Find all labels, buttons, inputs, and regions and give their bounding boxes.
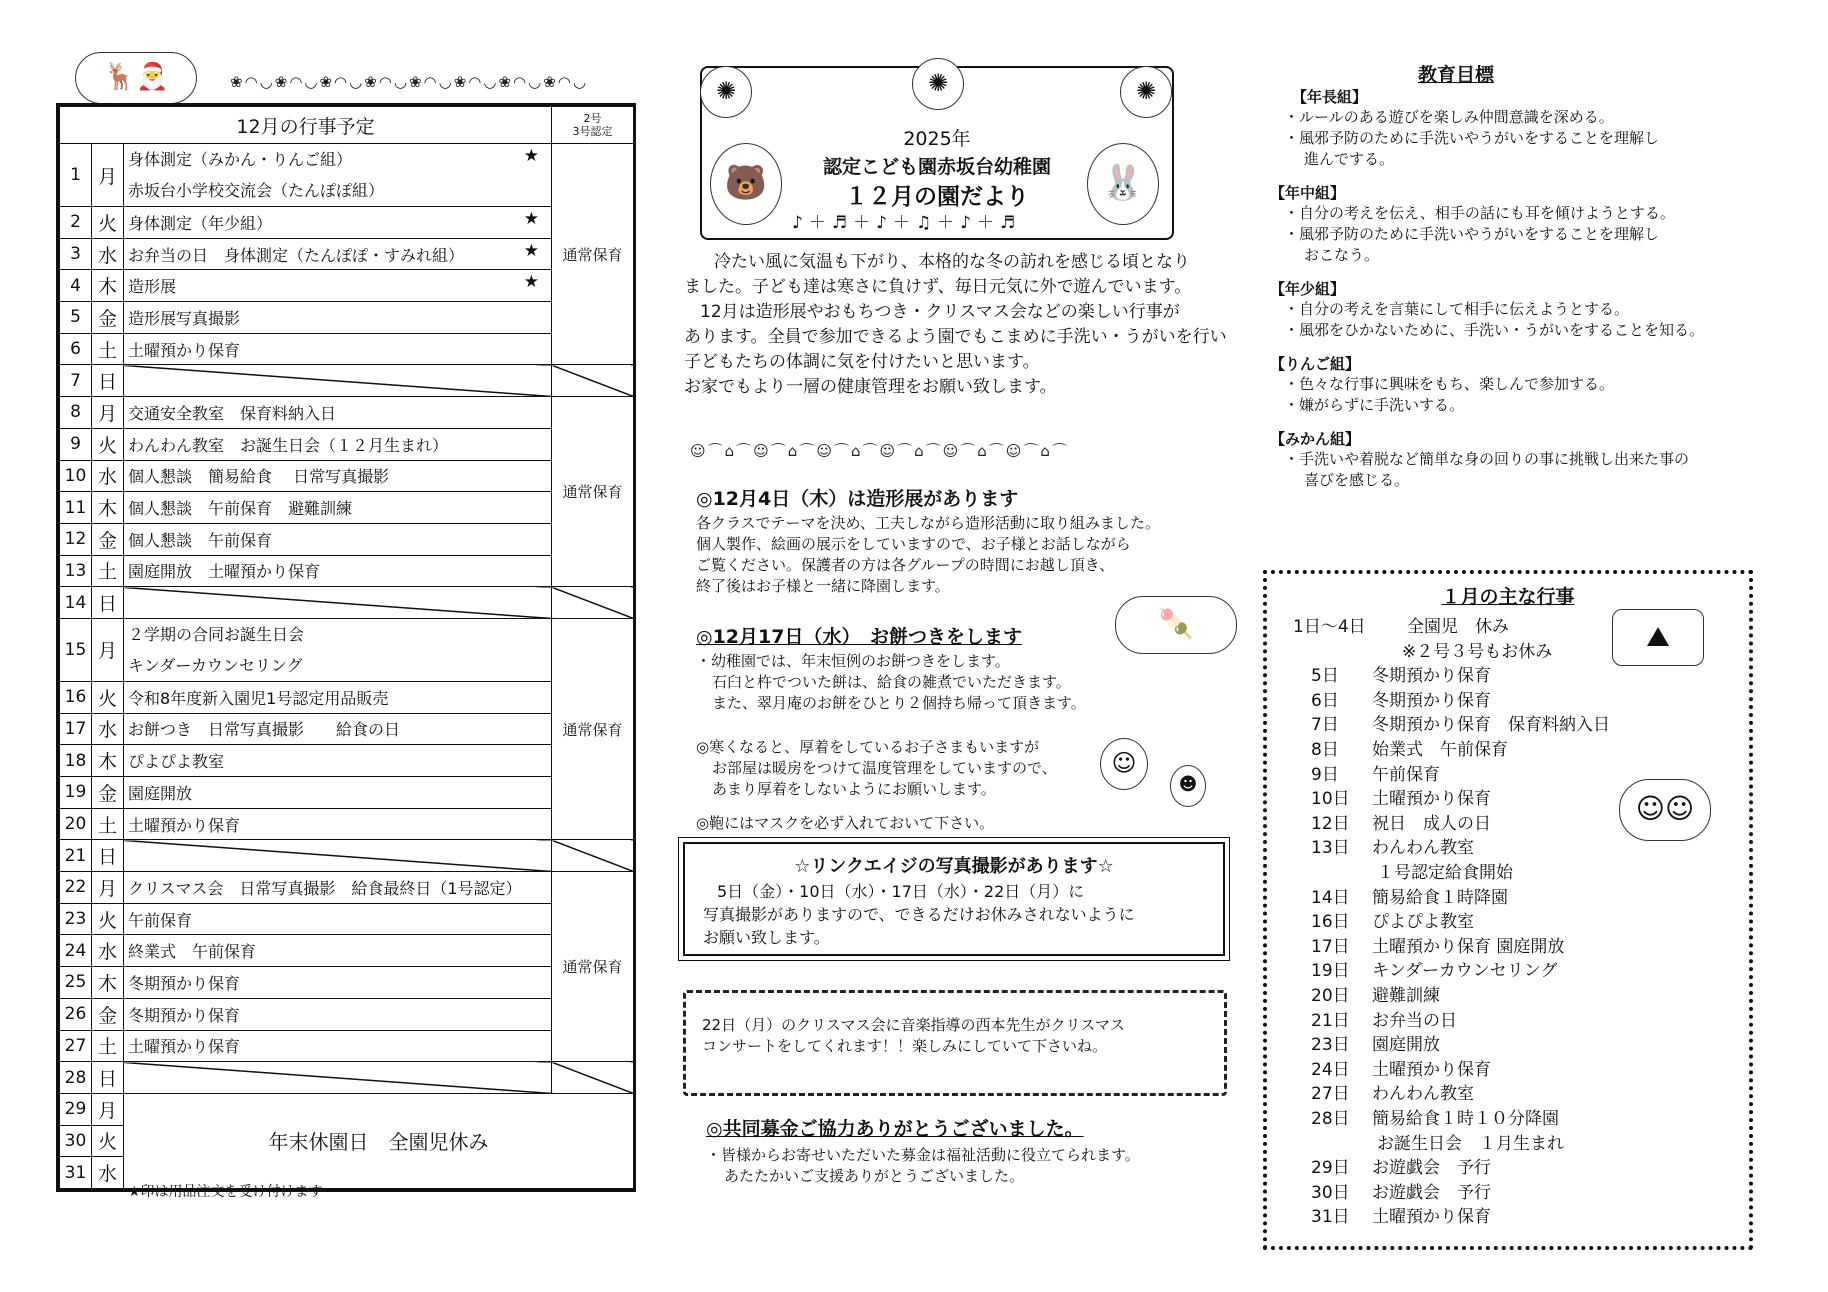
schedule-row [60, 872, 634, 904]
schedule-row [60, 397, 634, 429]
intro-line: あります。全員で参加できるよう園でもこまめに手洗い・うがいを行い [684, 327, 1227, 347]
december-schedule-table [56, 103, 636, 1192]
photo-line: 写真撮影がありますので、できるだけお休みされないように [703, 905, 1135, 924]
cold-note-line: ◎寒くなると、厚着をしているお子さまもいますが [696, 738, 1040, 756]
goal-item: ・色々な行事に興味をもち、楽しんで参加する。 [1284, 375, 1615, 393]
schedule-event-line: ２学期の合同お誕生日会 [128, 624, 305, 644]
schedule-event-text: 午前保育 [128, 910, 193, 930]
january-date: 10日 [1311, 789, 1350, 810]
schedule-weekday: 水 [92, 713, 124, 745]
schedule-row [60, 238, 634, 270]
january-event: キンダーカウンセリング [1372, 961, 1558, 982]
schedule-date: 9 [60, 428, 92, 460]
schedule-weekday: 木 [92, 492, 124, 524]
title-frame [700, 66, 1174, 240]
schedule-event-text: 身体測定（年少組） [128, 213, 273, 233]
schedule-date: 16 [60, 681, 92, 713]
schedule-weekday: 月 [92, 872, 124, 904]
goal-group-name: 【みかん組】 [1270, 430, 1361, 448]
goal-item: ・風邪をひかないために、手洗い・うがいをすることを知る。 [1284, 321, 1705, 339]
schedule-date: 26 [60, 998, 92, 1030]
january-event: 土曜預かり保育 [1372, 789, 1491, 810]
january-date: 8日 [1311, 740, 1339, 760]
schedule-row [60, 1030, 634, 1062]
goals-title: 教育目標 [1418, 64, 1495, 86]
schedule-date: 21 [60, 840, 92, 872]
schedule-date: 18 [60, 745, 92, 777]
mochi-line: 石臼と杵でついた餅は、給食の雑煮でいただきます。 [712, 673, 1071, 691]
photo-title: ☆リンクエイジの写真撮影があります☆ [794, 856, 1114, 877]
sunday-slash-cell [552, 840, 634, 872]
intro-line: ました。子ども達は寒さに負けず、毎日元気に外で遊んでいます。 [684, 277, 1192, 297]
schedule-row [60, 808, 634, 840]
schedule-event [124, 302, 552, 334]
order-star-icon: ★ [523, 146, 539, 166]
schedule-event-text: お弁当の日 身体測定（たんぽぽ・すみれ組） [128, 245, 465, 265]
goals-list [1270, 86, 1790, 503]
january-date: 30日 [1311, 1182, 1350, 1203]
intro-line: お家でもより一層の健康管理をお願い致します。 [684, 377, 1057, 397]
order-star-icon: ★ [523, 272, 539, 293]
schedule-date: 14 [60, 587, 92, 619]
january-date: 12日 [1311, 813, 1350, 834]
art-exhibit-section [696, 484, 1236, 597]
schedule-event-text: 冬期預かり保育 [128, 973, 241, 993]
goal-item: ・自分の考えを伝え、相手の話にも耳を傾けようとする。 [1284, 204, 1675, 222]
schedule-row [60, 460, 634, 492]
schedule-event [124, 555, 552, 587]
january-event: 冬期預かり保育 [1372, 666, 1491, 687]
title-school: 認定こども園赤坂台幼稚園 [822, 156, 1051, 178]
schedule-date: 13 [60, 555, 92, 587]
donation-line: ・皆様からお寄せいただいた募金は福祉活動に役立てられます。 [706, 1146, 1140, 1164]
schedule-event-text: 土曜預かり保育 [128, 340, 241, 360]
schedule-row [60, 1062, 634, 1094]
schedule-weekday: 火 [92, 1125, 124, 1157]
star-note: ★印は用品注文を受け付けます [128, 1184, 323, 1200]
intro-paragraph [684, 250, 1244, 400]
wreath-icon: ✺ [700, 66, 752, 118]
schedule-event [124, 777, 552, 809]
schedule-event-line: 赤坂台小学校交流会（たんぽぽ組） [128, 181, 385, 200]
donation-title: ◎共同募金ご協力ありがとうございました。 [706, 1118, 1084, 1140]
schedule-event-text: 令和8年度新入園児1号認定用品販売 [128, 688, 389, 708]
photo-notice-box [683, 842, 1225, 956]
schedule-weekday: 土 [92, 555, 124, 587]
sunday-slash-cell [552, 365, 634, 397]
normal-care-label: 通常保育 [552, 618, 634, 839]
goal-group-name: 【年長組】 [1292, 88, 1368, 106]
goal-item: おこなう。 [1304, 246, 1380, 264]
schedule-date: 29 [60, 1093, 92, 1125]
schedule-weekday: 火 [92, 207, 124, 239]
sunday-slash-cell [552, 587, 634, 619]
schedule-row [60, 523, 634, 555]
schedule-event [124, 903, 552, 935]
schedule-event [124, 681, 552, 713]
schedule-date: 11 [60, 492, 92, 524]
sunday-slash-cell [552, 1062, 634, 1094]
january-date: 14日 [1311, 887, 1350, 908]
normal-care-label: 通常保育 [552, 144, 634, 365]
schedule-event-text: ぴよぴよ教室 [128, 752, 225, 772]
schedule-row [60, 302, 634, 334]
schedule-event [124, 808, 552, 840]
schedule-weekday: 日 [92, 840, 124, 872]
schedule-row [60, 270, 634, 302]
january-event: 全園児 休み [1407, 617, 1509, 637]
normal-care-label: 通常保育 [552, 397, 634, 587]
schedule-event-text: わんわん教室 お誕生日会（１２月生まれ） [128, 435, 449, 455]
january-event: 冬期預かり保育 保育料納入日 [1372, 715, 1610, 736]
schedule-date: 19 [60, 777, 92, 809]
schedule-weekday: 木 [92, 967, 124, 999]
schedule-event [124, 207, 552, 239]
goal-item: ・嫌がらずに手洗いする。 [1284, 396, 1465, 414]
title-year: 2025年 [903, 128, 971, 150]
january-event: 土曜預かり保育 [1372, 1207, 1491, 1228]
reindeer-santa-illustration: 🦌🎅 [75, 52, 197, 104]
title-letter: １２月の園だより [845, 184, 1029, 210]
january-event: 簡易給食１時１０分降園 [1372, 1109, 1559, 1129]
schedule-date: 5 [60, 302, 92, 334]
january-event: 冬期預かり保育 [1372, 690, 1491, 711]
goal-group-name: 【りんご組】 [1270, 355, 1361, 373]
photo-line: 5日（金）・10日（水）・17日（水）・22日（月）に [717, 882, 1085, 901]
schedule-event-text: 園庭開放 [128, 783, 193, 803]
concert-line: コンサートをしてくれます！！楽しみにしていて下さいね。 [702, 1037, 1108, 1055]
photo-line: お願い致します。 [703, 928, 830, 947]
schedule-weekday: 火 [92, 903, 124, 935]
schedule-row [60, 998, 634, 1030]
january-date: 17日 [1311, 936, 1350, 957]
schedule-event-text: クリスマス会 日常写真撮影 給食最終日（1号認定） [128, 878, 522, 898]
schedule-row [60, 492, 634, 524]
schedule-event [124, 935, 552, 967]
schedule-date: 1 [60, 144, 92, 207]
schedule-row [60, 777, 634, 809]
schedule-event-text: 土曜預かり保育 [128, 1037, 241, 1057]
schedule-event [124, 872, 552, 904]
schedule-weekday: 日 [92, 587, 124, 619]
concert-line: 22日（月）のクリスマス会に音楽指導の西本先生がクリスマス [702, 1016, 1125, 1034]
schedule-event [124, 270, 552, 302]
january-event: 祝日 成人の日 [1372, 813, 1491, 834]
january-event: わんわん教室 [1372, 838, 1474, 859]
mountain-sun-illustration: ⛰ [1612, 609, 1704, 666]
schedule-row [60, 745, 634, 777]
goal-item: ・風邪予防のために手洗いやうがいをすることを理解し [1284, 129, 1660, 147]
schedule-event [124, 840, 552, 872]
schedule-event [124, 967, 552, 999]
art-exhibit-line: 各クラスでテーマを決め、工夫しながら造形活動に取り組みました。 [696, 514, 1160, 532]
schedule-date: 12 [60, 523, 92, 555]
schedule-date: 10 [60, 460, 92, 492]
schedule-event [124, 618, 552, 681]
schedule-row [60, 713, 634, 745]
schedule-weekday: 金 [92, 523, 124, 555]
january-event: わんわん教室 [1372, 1084, 1474, 1105]
goal-item: ・風邪予防のために手洗いやうがいをすることを理解し [1284, 225, 1660, 243]
normal-care-label: 通常保育 [552, 872, 634, 1062]
schedule-date: 4 [60, 270, 92, 302]
schedule-row [60, 365, 634, 397]
schedule-event [124, 587, 552, 619]
january-event: お弁当の日 [1372, 1010, 1457, 1031]
january-event: お誕生日会 １月生まれ [1377, 1133, 1564, 1154]
schedule-row [60, 207, 634, 239]
schedule-weekday: 日 [92, 1062, 124, 1094]
schedule-event-text: 個人懇談 午前保育 避難訓練 [128, 499, 353, 519]
schedule-row [60, 681, 634, 713]
schedule-date: 15 [60, 618, 92, 681]
donation-section [706, 1114, 1246, 1187]
schedule-event-text: 造形展写真撮影 [128, 308, 241, 328]
rabbit-illustration: 🐰 [1087, 143, 1159, 225]
schedule-weekday: 水 [92, 935, 124, 967]
music-notes-icon: ♪＋♬＋♪＋♫＋♪＋♬ [792, 213, 1022, 233]
schedule-weekday: 金 [92, 302, 124, 334]
schedule-date: 30 [60, 1125, 92, 1157]
schedule-date: 17 [60, 713, 92, 745]
schedule-title: 12月の行事予定 [60, 107, 552, 144]
schedule-row [60, 840, 634, 872]
schedule-weekday: 土 [92, 1030, 124, 1062]
january-event: お遊戯会 予行 [1372, 1182, 1491, 1203]
schedule-weekday: 月 [92, 1093, 124, 1125]
child-illustration: ☻ [1170, 765, 1206, 807]
goal-item: 進んでする。 [1304, 150, 1395, 168]
january-date: 29日 [1311, 1158, 1350, 1179]
goal-item: 喜びを感じる。 [1304, 471, 1410, 489]
schedule-weekday: 水 [92, 238, 124, 270]
order-star-icon: ★ [523, 209, 539, 229]
cert-header: 2号 3号認定 [552, 107, 634, 144]
schedule-event [124, 998, 552, 1030]
schedule-date: 27 [60, 1030, 92, 1062]
schedule-row [60, 587, 634, 619]
goal-group [1270, 278, 1790, 341]
schedule-event [124, 333, 552, 365]
goal-item: ・手洗いや着脱など簡単な身の回りの事に挑戦し出来た事の [1284, 450, 1690, 468]
january-event: 午前保育 [1372, 764, 1440, 785]
schedule-date: 6 [60, 333, 92, 365]
january-date: 19日 [1311, 961, 1350, 982]
children-garland: ☺⌒⌂⌒☺⌒⌂⌒☺⌒⌂⌒☺⌒⌂⌒☺⌒⌂⌒☺⌒⌂⌒ [690, 442, 1069, 460]
january-date: 7日 [1311, 715, 1339, 736]
january-date: 16日 [1311, 912, 1350, 933]
schedule-weekday: 火 [92, 428, 124, 460]
schedule-event-text: 土曜預かり保育 [128, 815, 241, 835]
schedule-date: 20 [60, 808, 92, 840]
schedule-event-text: 個人懇談 簡易給食 日常写真撮影 [128, 467, 390, 487]
schedule-event-text: 園庭開放 土曜預かり保育 [128, 562, 321, 582]
january-title: １月の主な行事 [1441, 586, 1575, 608]
goal-group [1270, 182, 1790, 266]
year-end-holiday: 年末休園日 全園児休み [124, 1093, 634, 1188]
bear-illustration: 🐻 [710, 143, 782, 225]
schedule-event [124, 397, 552, 429]
schedule-weekday: 土 [92, 808, 124, 840]
intro-line: 冷たい風に気温も下がり、本格的な冬の訪れを感じる頃となり [714, 252, 1190, 272]
goal-item: ・自分の考えを言葉にして相手に伝えようとする。 [1284, 300, 1630, 318]
january-events-box [1263, 570, 1753, 1250]
schedule-row [60, 618, 634, 681]
art-exhibit-line: 個人製作、絵画の展示をしていますので、お子様とお話しながら [696, 535, 1131, 553]
mask-note: ◎鞄にはマスクを必ず入れておいて下さい。 [696, 814, 995, 832]
schedule-weekday: 火 [92, 681, 124, 713]
intro-line: 子どもたちの体調に気を付けたいと思います。 [684, 352, 1040, 372]
schedule-date: 7 [60, 365, 92, 397]
january-event: 土曜預かり保育 [1372, 1059, 1491, 1080]
cold-note-line: お部屋は暖房をつけて温度管理をしていますので、 [712, 759, 1057, 777]
schedule-event [124, 492, 552, 524]
january-date: 23日 [1311, 1035, 1350, 1056]
schedule-event [124, 1062, 552, 1094]
schedule-event [124, 523, 552, 555]
schedule-weekday: 木 [92, 270, 124, 302]
goal-group-name: 【年中組】 [1270, 184, 1346, 202]
schedule-date: 22 [60, 872, 92, 904]
schedule-event-text: 個人懇談 午前保育 [128, 530, 273, 550]
schedule-date: 31 [60, 1157, 92, 1189]
schedule-weekday: 木 [92, 745, 124, 777]
schedule-event [124, 428, 552, 460]
schedule-event [124, 460, 552, 492]
schedule-date: 2 [60, 207, 92, 239]
concert-notice-box [683, 990, 1227, 1096]
schedule-event [124, 144, 552, 207]
schedule-date: 25 [60, 967, 92, 999]
schedule-event-line: キンダーカウンセリング [128, 655, 303, 675]
goal-group [1270, 353, 1790, 416]
january-date: 21日 [1311, 1010, 1350, 1031]
mochi-line: ・幼稚園では、年末恒例のお餅つきをします。 [696, 652, 1010, 670]
art-exhibit-line: ご覧ください。保護者の方は各グループの時間にお越し頂き、 [696, 556, 1115, 574]
child-hat-illustration: ☺ [1100, 738, 1148, 790]
schedule-event-text: 終業式 午前保育 [128, 942, 257, 962]
schedule-event [124, 745, 552, 777]
schedule-date: 8 [60, 397, 92, 429]
schedule-date: 24 [60, 935, 92, 967]
kids-illustration: ☺☺ [1619, 779, 1711, 841]
schedule-weekday: 日 [92, 365, 124, 397]
schedule-event-text: 交通安全教室 保育料納入日 [128, 403, 337, 423]
january-event: 簡易給食１時降園 [1372, 887, 1508, 908]
schedule-row [60, 903, 634, 935]
schedule-event [124, 365, 552, 397]
schedule-event-line: 身体測定（みかん・りんご組） [128, 150, 353, 169]
schedule-event-text: 冬期預かり保育 [128, 1005, 241, 1025]
january-date: 31日 [1311, 1207, 1350, 1228]
schedule-row [60, 428, 634, 460]
january-date: 13日 [1311, 838, 1350, 859]
january-event: ぴよぴよ教室 [1372, 912, 1474, 933]
goal-item: ・ルールのある遊びを楽しみ仲間意識を深める。 [1284, 108, 1614, 126]
donation-line: あたたかいご支援ありがとうございました。 [724, 1167, 1025, 1185]
intro-line: 12月は造形展やおもちつき・クリスマス会などの楽しい行事が [700, 302, 1180, 322]
schedule-weekday: 土 [92, 333, 124, 365]
schedule-weekday: 金 [92, 777, 124, 809]
january-date: 9日 [1311, 764, 1339, 785]
wreath-icon: ✺ [912, 58, 964, 110]
schedule-date: 3 [60, 238, 92, 270]
schedule-row [60, 935, 634, 967]
goal-group [1270, 428, 1790, 491]
january-date: 1日～4日 [1293, 617, 1366, 637]
wreath-icon: ✺ [1120, 66, 1172, 118]
january-date: 27日 [1311, 1084, 1350, 1105]
schedule-weekday: 月 [92, 618, 124, 681]
january-date: 28日 [1311, 1109, 1350, 1129]
january-date: 20日 [1311, 986, 1350, 1006]
january-event: １号認定給食開始 [1377, 863, 1513, 883]
january-date: 5日 [1311, 666, 1339, 687]
schedule-event-text: お餅つき 日常写真撮影 給食の日 [128, 720, 401, 740]
goal-group [1270, 86, 1790, 170]
schedule-weekday: 水 [92, 1157, 124, 1189]
january-event: 始業式 午前保育 [1372, 740, 1508, 760]
art-exhibit-title: ◎12月4日（木）は造形展があります [696, 488, 1019, 510]
schedule-weekday: 月 [92, 397, 124, 429]
january-event: ※２号３号もお休み [1402, 641, 1553, 662]
january-date: 6日 [1311, 690, 1339, 711]
january-event: お遊戯会 予行 [1372, 1158, 1491, 1179]
schedule-row [60, 967, 634, 999]
schedule-row [60, 555, 634, 587]
mochi-illustration: 🍡 [1115, 596, 1237, 654]
schedule-event [124, 713, 552, 745]
order-star-icon: ★ [523, 240, 539, 261]
cold-note [696, 737, 1057, 800]
schedule-row [60, 1093, 634, 1125]
schedule-date: 23 [60, 903, 92, 935]
schedule-weekday: 水 [92, 460, 124, 492]
schedule-row [60, 144, 634, 207]
schedule-weekday: 月 [92, 144, 124, 207]
january-event: 避難訓練 [1372, 986, 1440, 1006]
january-event: 園庭開放 [1372, 1035, 1440, 1056]
mochi-title: ◎12月17日（水） お餅つきをします [696, 626, 1022, 648]
top-garland: ❀◠◡❀◠◡❀◠◡❀◠◡❀◠◡❀◠◡❀◠◡❀◠◡ [230, 73, 588, 91]
cold-note-line: あまり厚着をしないようにお願いします。 [712, 780, 996, 798]
schedule-weekday: 金 [92, 998, 124, 1030]
art-exhibit-line: 終了後はお子様と一緒に降園します。 [696, 577, 950, 595]
goal-group-name: 【年少組】 [1270, 280, 1346, 298]
schedule-event [124, 238, 552, 270]
schedule-row [60, 333, 634, 365]
schedule-date: 28 [60, 1062, 92, 1094]
schedule-event-text: 造形展 [128, 277, 177, 297]
january-event: 土曜預かり保育 園庭開放 [1372, 936, 1565, 957]
january-date: 24日 [1311, 1059, 1350, 1080]
schedule-event [124, 1030, 552, 1062]
mochi-line: また、翠月庵のお餅をひとり２個持ち帰って頂きます。 [712, 694, 1086, 712]
